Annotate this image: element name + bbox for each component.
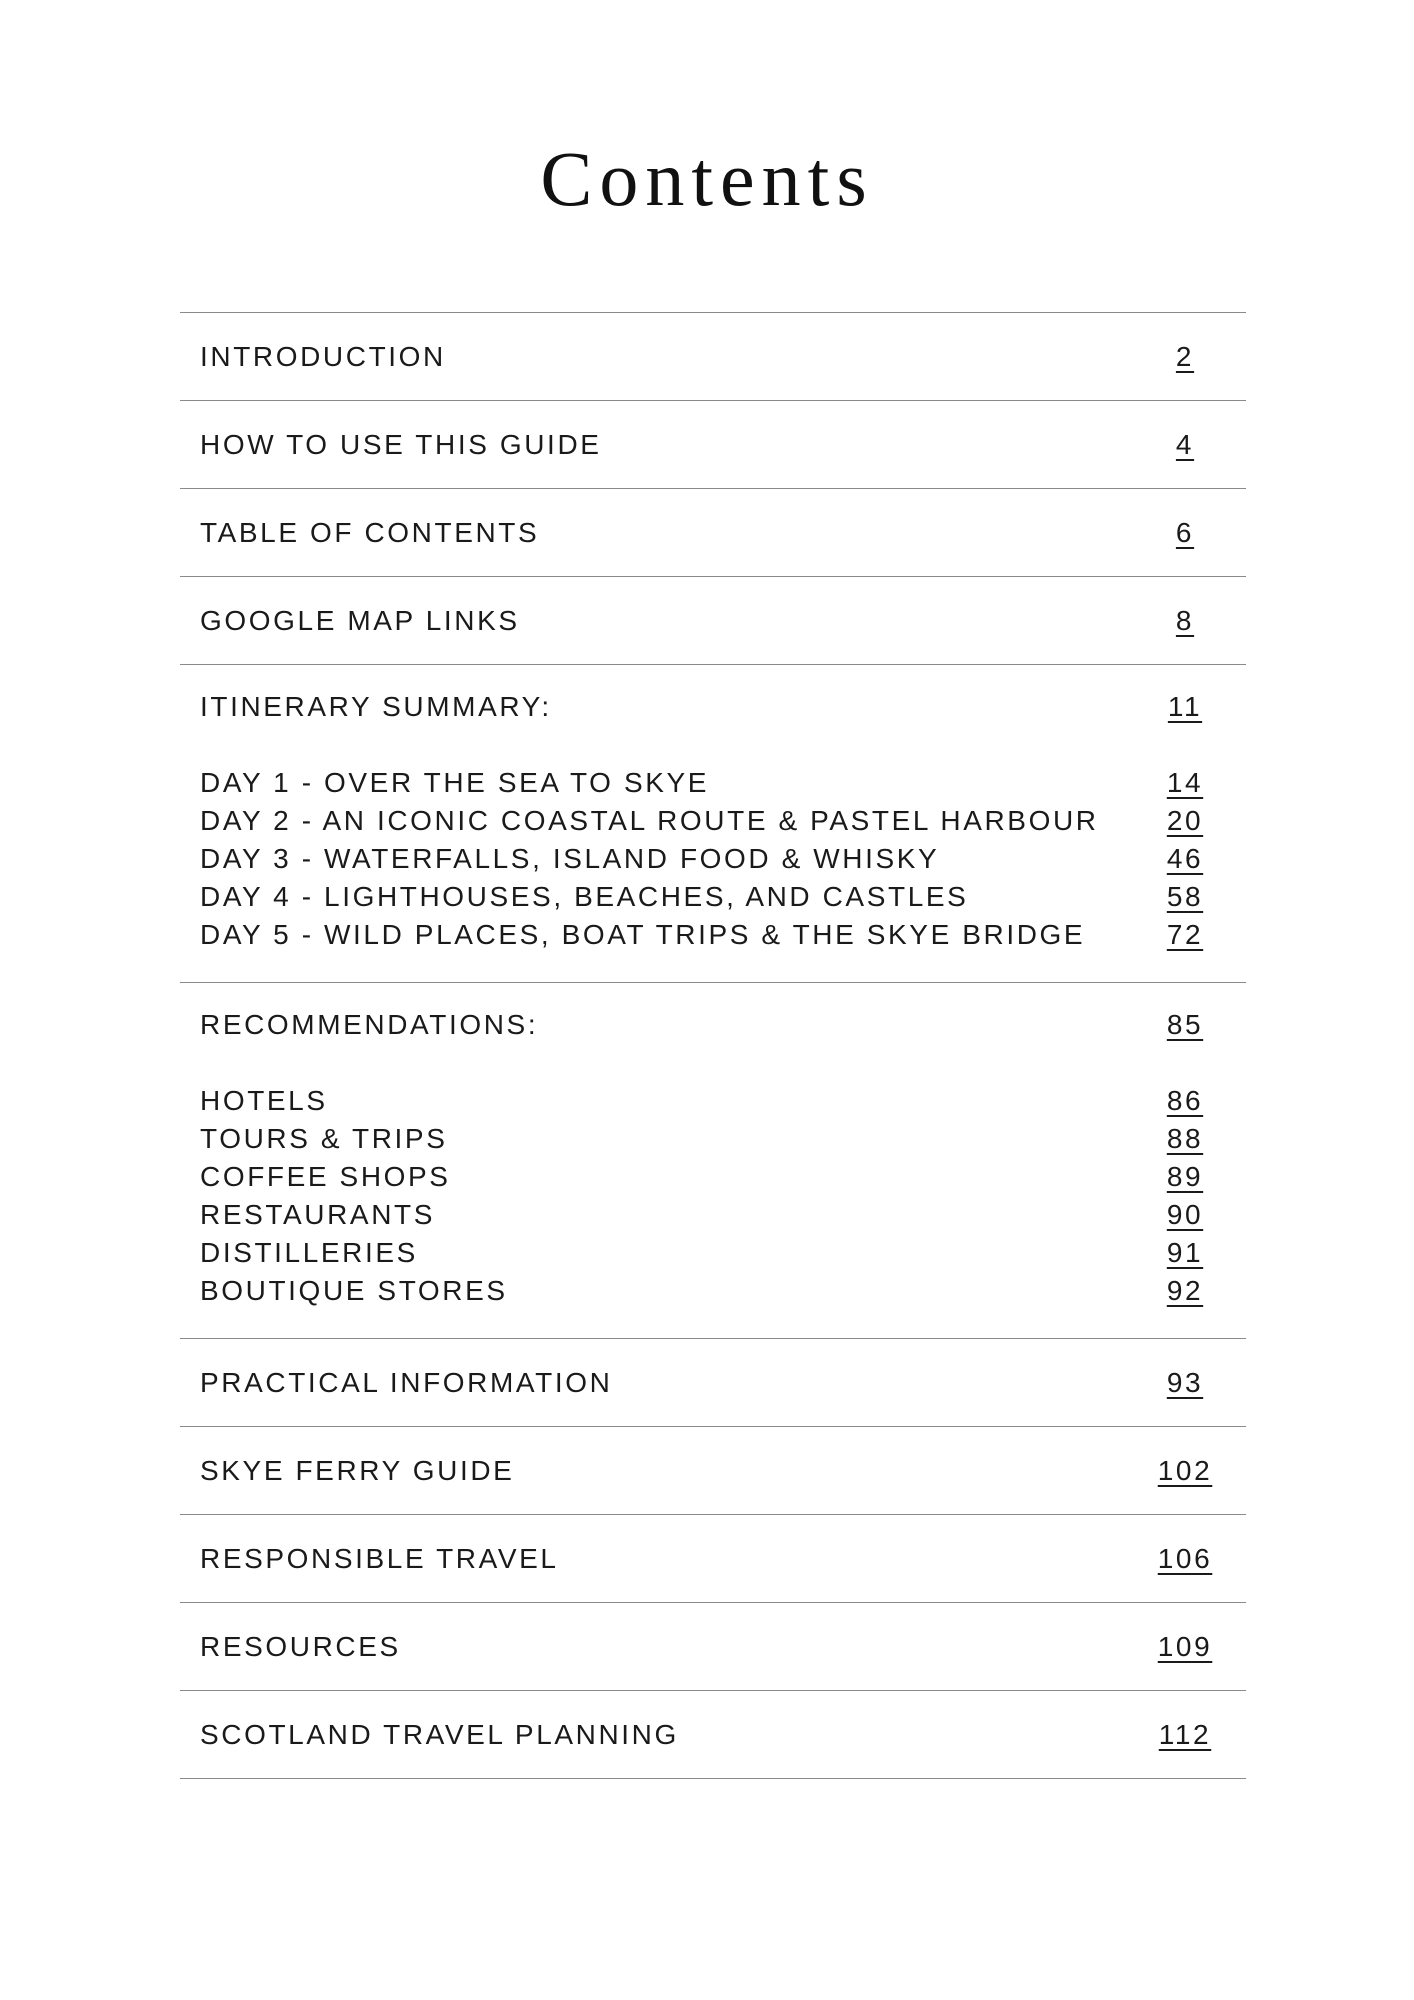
- toc-label: ITINERARY SUMMARY:: [200, 691, 552, 722]
- toc-section-google-map-links: [180, 577, 1246, 665]
- toc-label: TABLE OF CONTENTS: [200, 516, 540, 548]
- list-item: [180, 1196, 1246, 1234]
- list-item: [180, 878, 1246, 916]
- toc-label: DISTILLERIES: [200, 1237, 418, 1268]
- list-item: [180, 802, 1246, 840]
- toc-label: RESTAURANTS: [200, 1199, 435, 1230]
- page-link[interactable]: 90: [1166, 1199, 1204, 1230]
- toc-label: HOW TO USE THIS GUIDE: [200, 428, 602, 460]
- toc-row: [180, 1452, 1246, 1490]
- toc-section-itinerary-summary: [180, 665, 1246, 983]
- list-item: [180, 840, 1246, 878]
- page-link[interactable]: 89: [1166, 1161, 1204, 1192]
- page-link[interactable]: 88: [1166, 1123, 1204, 1154]
- page-title: Contents: [540, 135, 874, 222]
- page-link[interactable]: 11: [1167, 691, 1203, 722]
- toc-row: [180, 426, 1246, 464]
- toc-section-introduction: [180, 313, 1246, 401]
- toc-label: RESPONSIBLE TRAVEL: [200, 1542, 559, 1574]
- toc-label: DAY 4 - LIGHTHOUSES, BEACHES, AND CASTLES: [200, 881, 969, 912]
- page-link[interactable]: 4: [1175, 428, 1195, 460]
- page-link[interactable]: 93: [1166, 1366, 1204, 1398]
- page-link[interactable]: 20: [1166, 805, 1204, 836]
- page-link[interactable]: 72: [1166, 919, 1204, 950]
- toc-row: [180, 1628, 1246, 1666]
- page-link[interactable]: 14: [1166, 767, 1204, 798]
- toc-group-heading: [180, 688, 1246, 726]
- list-item: [180, 1158, 1246, 1196]
- list-item: [180, 1234, 1246, 1272]
- page-link[interactable]: 58: [1166, 881, 1204, 912]
- page-link[interactable]: 109: [1157, 1630, 1213, 1662]
- page-link[interactable]: 92: [1166, 1275, 1204, 1306]
- toc-label: INTRODUCTION: [200, 340, 446, 372]
- page-link[interactable]: 102: [1157, 1454, 1213, 1486]
- page-link[interactable]: 6: [1175, 516, 1195, 548]
- page-link[interactable]: 86: [1166, 1085, 1204, 1116]
- toc-label: COFFEE SHOPS: [200, 1161, 451, 1192]
- list-item: [180, 1082, 1246, 1120]
- toc-label: RECOMMENDATIONS:: [200, 1009, 539, 1040]
- list-item: [180, 1272, 1246, 1310]
- toc-row: [180, 514, 1246, 552]
- toc-label: DAY 2 - AN ICONIC COASTAL ROUTE & PASTEL HARBOUR: [200, 805, 1099, 836]
- toc-label: SCOTLAND TRAVEL PLANNING: [200, 1718, 679, 1750]
- page-link[interactable]: 8: [1175, 604, 1195, 636]
- table-of-contents: [180, 312, 1246, 1779]
- page-link[interactable]: 46: [1166, 843, 1204, 874]
- toc-row: [180, 338, 1246, 376]
- toc-label: DAY 5 - WILD PLACES, BOAT TRIPS & THE SKYE BRIDGE: [200, 919, 1086, 950]
- toc-label: BOUTIQUE STORES: [200, 1275, 508, 1306]
- toc-section-skye-ferry-guide: [180, 1427, 1246, 1515]
- toc-label: DAY 3 - WATERFALLS, ISLAND FOOD & WHISKY: [200, 843, 940, 874]
- page-link[interactable]: 112: [1158, 1718, 1212, 1750]
- toc-section-responsible-travel: [180, 1515, 1246, 1603]
- toc-label: GOOGLE MAP LINKS: [200, 604, 520, 636]
- toc-row: [180, 602, 1246, 640]
- toc-group-heading: [180, 1006, 1246, 1044]
- toc-section-practical-information: [180, 1339, 1246, 1427]
- page-link[interactable]: 106: [1157, 1542, 1213, 1574]
- itinerary-day-list: [180, 764, 1246, 954]
- toc-section-how-to-use: [180, 401, 1246, 489]
- page-link[interactable]: 91: [1166, 1237, 1204, 1268]
- toc-row: [180, 1716, 1246, 1754]
- toc-label: RESOURCES: [200, 1630, 401, 1662]
- recommendations-list: [180, 1082, 1246, 1310]
- toc-section-recommendations: [180, 983, 1246, 1339]
- toc-section-table-of-contents: [180, 489, 1246, 577]
- toc-label: HOTELS: [200, 1085, 328, 1116]
- toc-row: [180, 1540, 1246, 1578]
- toc-section-resources: [180, 1603, 1246, 1691]
- toc-label: PRACTICAL INFORMATION: [200, 1366, 613, 1398]
- toc-label: SKYE FERRY GUIDE: [200, 1454, 515, 1486]
- list-item: [180, 916, 1246, 954]
- toc-section-scotland-travel-planning: [180, 1691, 1246, 1779]
- page-link[interactable]: 85: [1166, 1009, 1204, 1040]
- list-item: [180, 1120, 1246, 1158]
- list-item: [180, 764, 1246, 802]
- toc-label: TOURS & TRIPS: [200, 1123, 448, 1154]
- toc-label: DAY 1 - OVER THE SEA TO SKYE: [200, 767, 710, 798]
- toc-row: [180, 1364, 1246, 1402]
- page-link[interactable]: 2: [1175, 340, 1195, 372]
